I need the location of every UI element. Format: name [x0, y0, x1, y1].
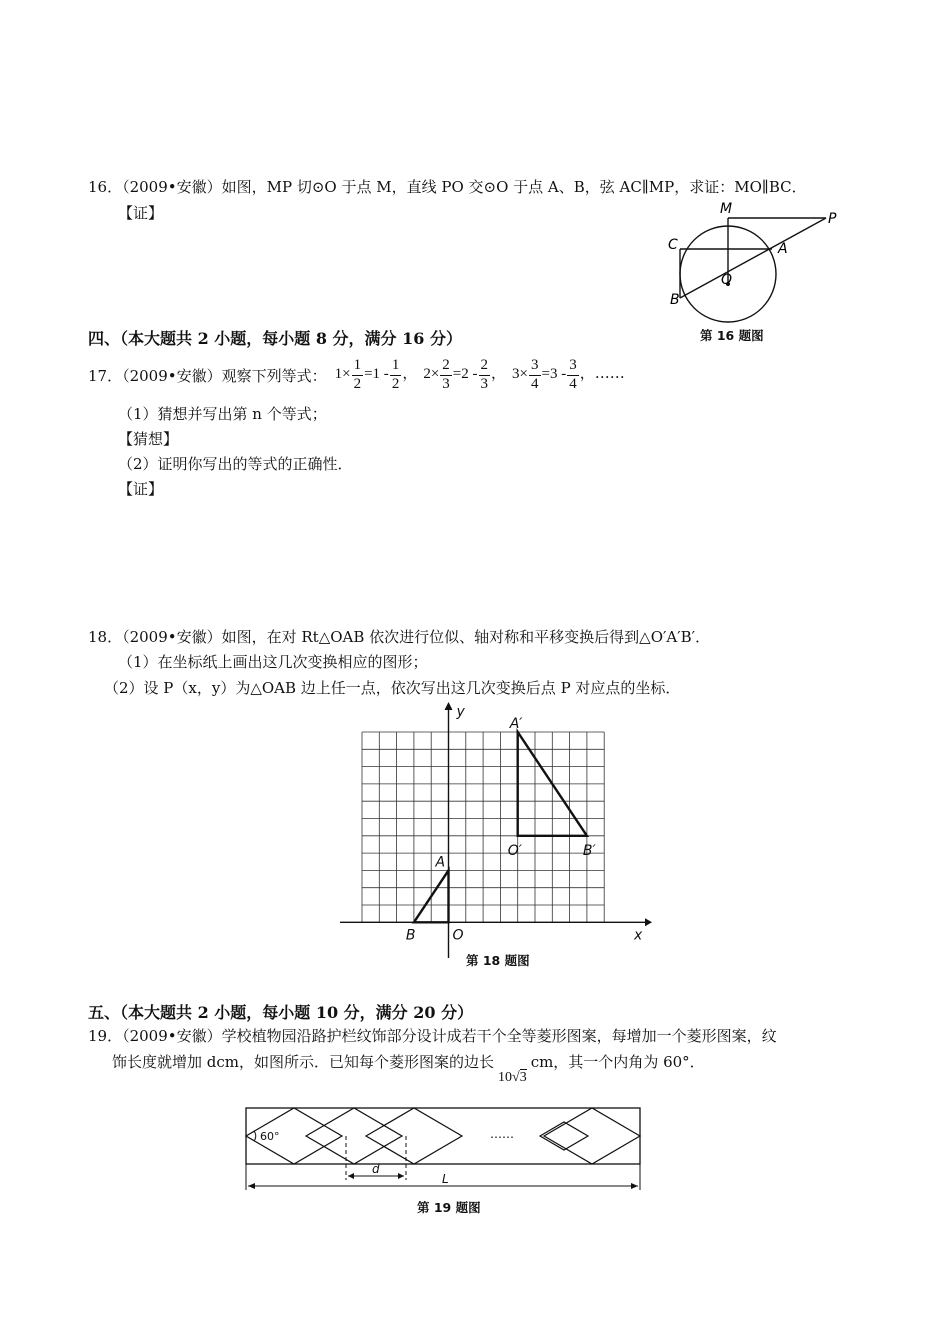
- q17-eq-sep: ，: [491, 364, 507, 383]
- q18-x-axis-arrow: [645, 918, 652, 926]
- q18-label-y: y: [456, 704, 465, 720]
- q18-label-B-prime: B′: [582, 842, 596, 859]
- q17-eq-fraction-right: $\frac{2}{3}$: [480, 357, 489, 392]
- q19-figure: [244, 1104, 644, 1200]
- section-5-heading: 五、（本大题共 2 小题，每小题 10 分，满分 20 分）: [88, 1003, 474, 1022]
- q16-label-A: A: [778, 241, 788, 257]
- q19-radical-expression: [498, 1070, 527, 1086]
- q17-prefix: 17．（2009•安徽）观察下列等式：: [88, 366, 327, 385]
- q17-eq-fraction-right: $\frac{3}{4}$: [569, 357, 577, 392]
- q18-caption: 第 18 题图: [466, 953, 530, 968]
- q19-label-angle: 60°: [260, 1130, 280, 1143]
- q18-text: 18．（2009•安徽）如图，在对 Rt△OAB 依次进行位似、轴对称和平移变换后得到△O′A′B′．: [88, 628, 711, 646]
- q19-text-line2b: cm，其一个内角为 60°．: [530, 1053, 705, 1071]
- q18-part2: （2）设 P（x，y）为△OAB 边上任一点，依次写出这几次变换后点 P 对应点的坐标．: [104, 679, 681, 697]
- q19-L-arrow-right: [631, 1183, 638, 1189]
- q17-equation: [334, 357, 418, 392]
- q16-line-PB: [680, 218, 826, 298]
- q19-rhombus: [544, 1108, 640, 1164]
- q16-label-B: B: [670, 292, 680, 308]
- q16-proof-tag: 【证】: [118, 204, 164, 222]
- q19-label-d: d: [372, 1162, 380, 1176]
- q19-radical-sign: √: [512, 1070, 520, 1085]
- q17-guess-tag: 【猜想】: [118, 430, 179, 448]
- q17-eq-coef: 1×: [334, 366, 351, 383]
- q19-rhombus-partial: [540, 1122, 588, 1150]
- q19-angle-arc: [254, 1131, 256, 1141]
- q19-rhombus: [306, 1108, 402, 1164]
- q18-label-x: x: [634, 927, 643, 944]
- q19-L-arrow-left: [248, 1183, 255, 1189]
- q17-eq-sep: ，: [402, 364, 418, 383]
- q17-eq-fraction-left: $\frac{2}{3}$: [442, 357, 450, 392]
- q17-line: [88, 353, 631, 397]
- q18-label-B: B: [405, 927, 416, 944]
- q17-equation: [512, 357, 625, 392]
- q19-d-arrow-right: [398, 1173, 404, 1179]
- q18-figure: [330, 700, 660, 960]
- q17-equation: [423, 357, 507, 392]
- q18-y-axis-arrow: [445, 702, 453, 710]
- q19-rhombus: [366, 1108, 462, 1164]
- q19-caption: 第 19 题图: [417, 1200, 481, 1215]
- q16-caption: 第 16 题图: [700, 328, 764, 343]
- q16-label-M: M: [720, 201, 733, 217]
- q17-part2: （2）证明你写出的等式的正确性．: [118, 455, 353, 473]
- q17-part1: （1）猜想并写出第 n 个等式；: [118, 405, 327, 423]
- q19-radical-coef: 10: [498, 1070, 512, 1085]
- q19-text-line1: 19．（2009•安徽）学校植物园沿路护栏纹饰部分设计成若干个全等菱形图案，每增加一个菱形图案，纹: [88, 1027, 777, 1045]
- q17-eq-fraction-left: $\frac{3}{4}$: [531, 357, 539, 392]
- q19-text-line2a: 饰长度就增加 dcm，如图所示．已知每个菱形图案的边长: [112, 1053, 494, 1071]
- q17-proof-tag: 【证】: [118, 480, 164, 498]
- q17-eq-mid: =3 -: [541, 366, 567, 383]
- q16-label-P: P: [828, 211, 837, 227]
- q19-text-line2: [112, 1051, 705, 1085]
- q16-figure: [660, 198, 860, 328]
- q16-text: 16．（2009•安徽）如图，MP 切⊙O 于点 M，直线 PO 交⊙O 于点 A、B，弦 AC∥MP，求证：MO∥BC．: [88, 178, 807, 196]
- q17-eq-fraction-left: $\frac{1}{2}$: [353, 357, 362, 392]
- q18-label-O-prime: O′: [507, 842, 522, 859]
- q19-d-arrow-left: [348, 1173, 354, 1179]
- q19-label-dots: ……: [490, 1127, 514, 1141]
- q18-label-A: A: [435, 854, 446, 871]
- q17-eq-mid: =2 -: [452, 366, 478, 383]
- q18-label-O: O: [452, 927, 464, 944]
- q18-part1: （1）在坐标纸上画出这几次变换相应的图形；: [118, 653, 428, 671]
- q17-eq-coef: 3×: [512, 366, 528, 383]
- q16-label-C: C: [668, 237, 678, 253]
- section-4-heading: 四、（本大题共 2 小题，每小题 8 分，满分 16 分）: [88, 329, 462, 348]
- q19-radicand: 3: [519, 1070, 527, 1085]
- q17-equations: [335, 357, 631, 393]
- q17-eq-coef: 2×: [423, 366, 440, 383]
- q17-eq-fraction-right: $\frac{1}{2}$: [391, 357, 400, 392]
- q17-eq-sep: ，……: [579, 364, 625, 383]
- q16-label-O: O: [721, 272, 733, 288]
- q19-label-L: L: [442, 1172, 449, 1186]
- q18-label-A-prime: A′: [509, 716, 523, 732]
- q17-eq-mid: =1 -: [364, 366, 389, 383]
